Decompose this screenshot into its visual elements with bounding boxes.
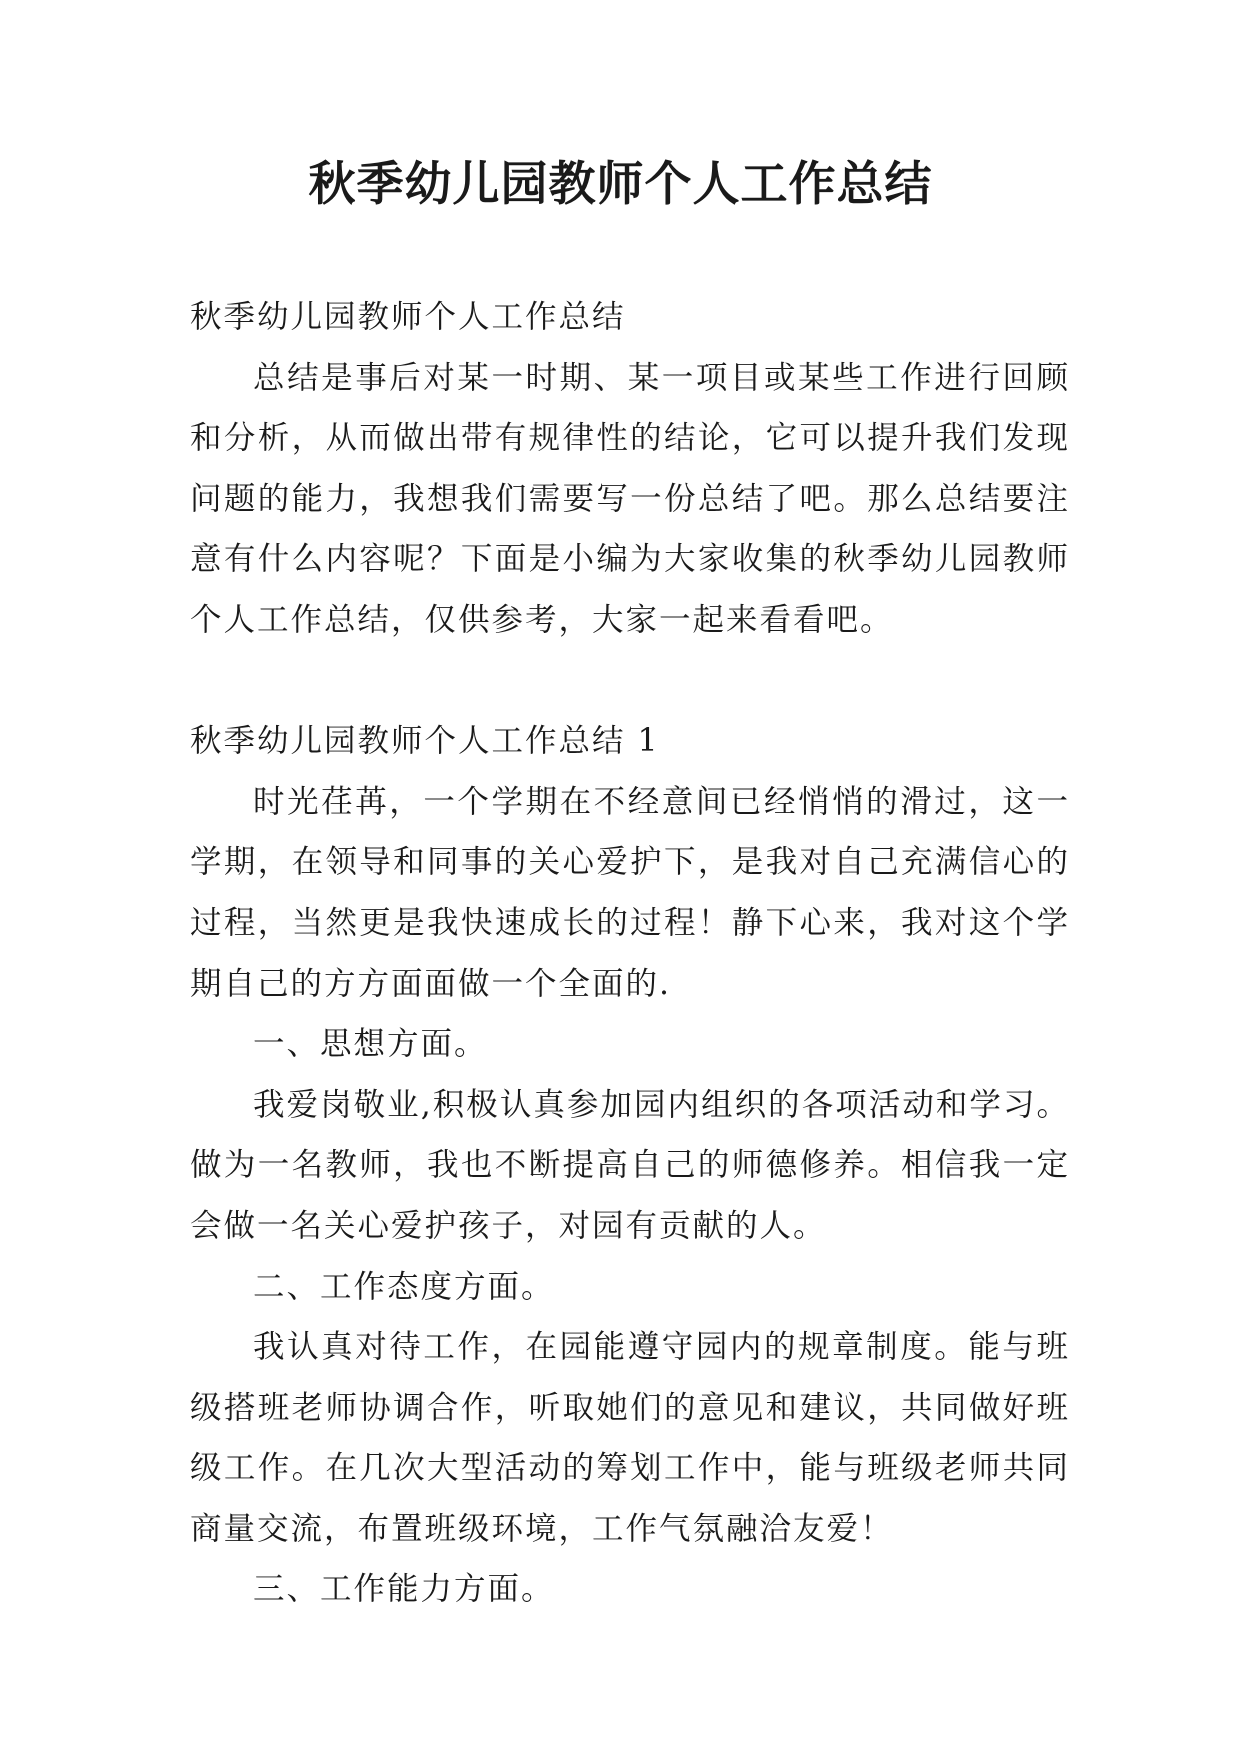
section-heading: 秋季幼儿园教师个人工作总结 1 bbox=[190, 723, 660, 760]
paragraph: 我认真对待工作，在园能遵守园内的规章制度。能与班级搭班老师协调合作，听取她们的意见和建议，共同做好班级工作。在几次大型活动的筹划工作中，能与班级老师共同商量交流，布置班级环境，工作气氛融洽友爱！ bbox=[190, 1329, 1070, 1547]
section-spacer bbox=[190, 651, 1070, 712]
paragraph: 我爱岗敬业,积极认真参加园内组织的各项活动和学习。做为一名教师，我也不断提高自己的师德修养。相信我一定会做一名关心爱护孩子，对园有贡献的人。 bbox=[190, 1086, 1070, 1244]
page-title: 秋季幼儿园教师个人工作总结 bbox=[308, 157, 933, 212]
paragraph: 总结是事后对某一时期、某一项目或某些工作进行回顾和分析，从而做出带有规律性的结论，它可以提升我们发现问题的能力，我想我们需要写一份总结了吧。那么总结要注意有什么内容呢？下面是小编为大家收集的秋季幼儿园教师个人工作总结，仅供参考，大家一起来看看吧。 bbox=[190, 359, 1070, 638]
paragraph: 二、工作态度方面。 bbox=[253, 1268, 555, 1305]
paragraph: 时光荏苒，一个学期在不经意间已经悄悄的滑过，这一学期，在领导和同事的关心爱护下，是我对自己充满信心的过程，当然更是我快速成长的过程！静下心来，我对这个学期自己的方方面面做一个全面的. bbox=[190, 783, 1070, 1002]
section-heading: 秋季幼儿园教师个人工作总结 bbox=[190, 299, 626, 335]
paragraph: 一、思想方面。 bbox=[253, 1026, 488, 1063]
document-body bbox=[190, 287, 1070, 1620]
paragraph: 三、工作能力方面。 bbox=[253, 1571, 555, 1608]
